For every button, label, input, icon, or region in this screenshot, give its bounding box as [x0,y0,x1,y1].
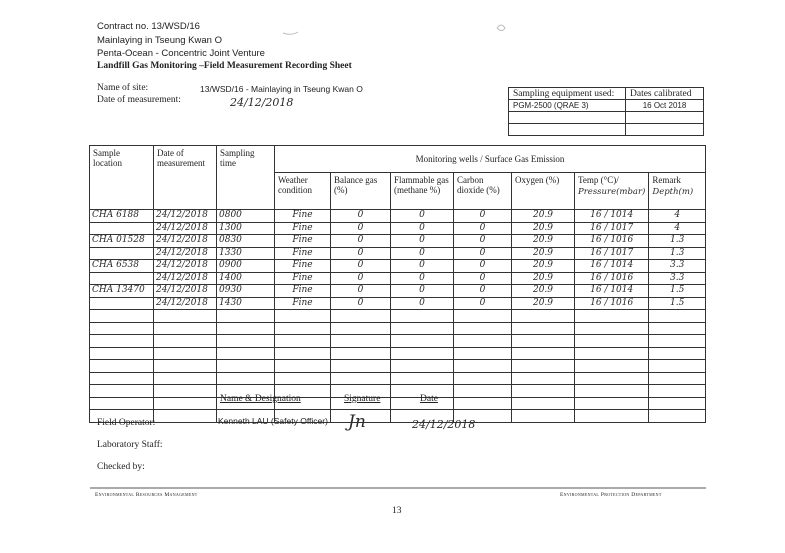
cell-temp: 16 / 1017 [575,247,649,260]
cell-weather [275,347,331,360]
date-header-sign: Date [420,394,438,404]
cell-oxygen [512,397,575,410]
cell-balance: 0 [331,222,391,235]
field-operator-date: 24/12/2018 [412,418,476,431]
calibration-header: Dates calibrated [626,88,704,100]
empty-table-row [90,410,706,423]
cell-time [217,322,275,335]
cell-flammable: 0 [391,222,454,235]
cell-remark: 1.5 [649,297,706,310]
cell-flammable [391,347,454,360]
cell-date [154,360,217,373]
empty-table-row [90,310,706,323]
cell-carbon: 0 [454,272,512,285]
cell-balance: 0 [331,297,391,310]
cell-oxygen: 20.9 [512,297,575,310]
cell-location [90,297,154,310]
cell-carbon: 0 [454,235,512,248]
carbon-dioxide-header: Carbon dioxide (%) [454,173,512,210]
cell-date: 24/12/2018 [154,285,217,298]
cell-temp [575,335,649,348]
cell-oxygen [512,347,575,360]
weather-header: Weather condition [275,173,331,210]
empty-table-row [90,397,706,410]
cell-temp [575,410,649,423]
signature-header: Signature [344,394,381,404]
equipment-value: PGM-2500 (QRAE 3) [509,100,626,112]
cell-weather: Fine [275,235,331,248]
remark-depth-header [649,173,706,210]
cell-oxygen [512,335,575,348]
cell-flammable [391,360,454,373]
cell-date [154,385,217,398]
depth-header-handwritten: Depth(m) [652,187,694,197]
data-rows [90,210,706,423]
site-name-label: Name of site: [97,83,149,93]
empty-table-row [90,360,706,373]
cell-oxygen: 20.9 [512,260,575,273]
cell-location: CHA 01528 [90,235,154,248]
cell-weather: Fine [275,222,331,235]
contractor-name: Penta-Ocean - Concentric Joint Venture [97,48,265,59]
cell-remark: 1.3 [649,235,706,248]
cell-oxygen [512,322,575,335]
cell-location [90,247,154,260]
cell-remark [649,360,706,373]
cell-weather [275,335,331,348]
cell-remark [649,372,706,385]
cell-carbon [454,360,512,373]
cell-carbon [454,372,512,385]
calibration-empty-cell [626,124,704,136]
cell-temp [575,385,649,398]
cell-temp: 16 / 1014 [575,260,649,273]
cell-balance [331,347,391,360]
cell-carbon [454,397,512,410]
cell-date: 24/12/2018 [154,247,217,260]
cell-time: 0930 [217,285,275,298]
cell-remark: 1.3 [649,247,706,260]
cell-location [90,372,154,385]
cell-balance: 0 [331,285,391,298]
cell-temp [575,347,649,360]
cell-date [154,372,217,385]
cell-date: 24/12/2018 [154,297,217,310]
table-row [90,247,706,260]
cell-location [90,322,154,335]
cell-date [154,397,217,410]
measurement-date-value: 24/12/2018 [230,96,294,109]
temp-pressure-header [575,173,649,210]
footer-left: Environmental Resources Management [95,492,198,498]
cell-flammable [391,322,454,335]
table-row [90,260,706,273]
empty-table-row [90,335,706,348]
cell-oxygen [512,410,575,423]
cell-balance: 0 [331,272,391,285]
empty-table-row [90,385,706,398]
cell-weather [275,360,331,373]
cell-carbon [454,335,512,348]
cell-oxygen: 20.9 [512,247,575,260]
cell-time: 0900 [217,260,275,273]
checked-by-label: Checked by: [97,462,145,472]
cell-flammable [391,310,454,323]
cell-flammable [391,372,454,385]
cell-balance [331,322,391,335]
cell-flammable: 0 [391,285,454,298]
field-operator-label: Field Operator: [97,418,156,428]
cell-temp [575,372,649,385]
cell-balance: 0 [331,235,391,248]
cell-remark [649,347,706,360]
cell-oxygen: 20.9 [512,210,575,223]
cell-date [154,322,217,335]
sheet-title: Landfill Gas Monitoring –Field Measurement Recording Sheet [97,61,352,71]
remark-header-text: Remark [652,175,681,185]
cell-time [217,360,275,373]
site-name-value: 13/WSD/16 - Mainlaying in Tseung Kwan O [200,84,363,94]
cell-temp: 16 / 1017 [575,222,649,235]
cell-weather: Fine [275,272,331,285]
table-row [90,272,706,285]
equipment-empty-cell [509,124,626,136]
cell-date: 24/12/2018 [154,272,217,285]
scan-speck [283,32,298,34]
empty-table-row [90,347,706,360]
cell-temp [575,322,649,335]
cell-time: 1300 [217,222,275,235]
cell-carbon: 0 [454,260,512,273]
cell-balance [331,335,391,348]
cell-time: 0830 [217,235,275,248]
temp-header-text: Temp (°C)/ [578,175,619,185]
cell-date [154,347,217,360]
cell-flammable: 0 [391,297,454,310]
cell-temp [575,397,649,410]
cell-flammable [391,335,454,348]
cell-oxygen [512,372,575,385]
cell-temp: 16 / 1016 [575,272,649,285]
cell-date [154,410,217,423]
monitoring-table [89,145,706,423]
cell-balance: 0 [331,210,391,223]
cell-temp: 16 / 1016 [575,235,649,248]
cell-location: CHA 13470 [90,285,154,298]
cell-balance: 0 [331,260,391,273]
field-operator-name: Kenneth LAU (Safety Officer) [218,416,328,426]
cell-date: 24/12/2018 [154,235,217,248]
cell-oxygen [512,310,575,323]
cell-remark: 4 [649,222,706,235]
date-header: Date of measurement [154,146,217,210]
cell-time [217,347,275,360]
cell-temp: 16 / 1016 [575,297,649,310]
page-number: 13 [392,506,402,516]
cell-weather: Fine [275,260,331,273]
cell-remark [649,410,706,423]
cell-balance: 0 [331,247,391,260]
name-designation-header: Name & Designation [220,394,301,404]
cell-time [217,372,275,385]
pressure-header-handwritten: Pressure(mbar) [578,187,646,197]
contract-number: Contract no. 13/WSD/16 [97,21,200,32]
cell-remark: 3.3 [649,272,706,285]
cell-weather [275,310,331,323]
cell-oxygen: 20.9 [512,272,575,285]
empty-table-row [90,372,706,385]
cell-carbon: 0 [454,285,512,298]
equipment-table [508,87,704,136]
cell-flammable: 0 [391,247,454,260]
measurement-date-label: Date of measurement: [97,95,181,105]
cell-balance [331,372,391,385]
table-row [90,297,706,310]
flammable-gas-header: Flammable gas (methane %) [391,173,454,210]
cell-weather [275,372,331,385]
monitoring-group-header: Monitoring wells / Surface Gas Emission [275,146,706,173]
cell-date: 24/12/2018 [154,210,217,223]
cell-oxygen: 20.9 [512,285,575,298]
equipment-header: Sampling equipment used: [509,88,626,100]
cell-date [154,335,217,348]
cell-weather: Fine [275,285,331,298]
empty-table-row [90,322,706,335]
balance-gas-header: Balance gas (%) [331,173,391,210]
cell-oxygen [512,360,575,373]
cell-date: 24/12/2018 [154,222,217,235]
field-operator-signature: Jn [348,412,366,432]
cell-location [90,360,154,373]
cell-remark [649,397,706,410]
cell-remark [649,335,706,348]
cell-remark [649,322,706,335]
cell-time: 0800 [217,210,275,223]
cell-location [90,272,154,285]
cell-location [90,335,154,348]
oxygen-header: Oxygen (%) [512,173,575,210]
cell-temp [575,310,649,323]
cell-remark: 3.3 [649,260,706,273]
cell-flammable: 0 [391,235,454,248]
table-row [90,235,706,248]
location-header: Sample location [90,146,154,210]
equipment-empty-cell [509,112,626,124]
cell-temp: 16 / 1014 [575,210,649,223]
cell-location: CHA 6538 [90,260,154,273]
cell-flammable: 0 [391,260,454,273]
cell-oxygen: 20.9 [512,235,575,248]
cell-balance [331,360,391,373]
cell-weather [275,322,331,335]
cell-oxygen: 20.9 [512,222,575,235]
cell-location [90,347,154,360]
cell-balance [331,310,391,323]
cell-date [154,310,217,323]
cell-temp [575,360,649,373]
cell-carbon [454,322,512,335]
cell-remark [649,310,706,323]
calibration-empty-cell [626,112,704,124]
cell-remark: 1.5 [649,285,706,298]
table-row [90,285,706,298]
cell-carbon: 0 [454,222,512,235]
lab-staff-label: Laboratory Staff: [97,440,163,450]
cell-carbon: 0 [454,247,512,260]
cell-time: 1430 [217,297,275,310]
cell-weather: Fine [275,247,331,260]
cell-location [90,222,154,235]
cell-flammable: 0 [391,210,454,223]
cell-location [90,397,154,410]
time-header: Sampling time [217,146,275,210]
table-row [90,222,706,235]
cell-carbon [454,347,512,360]
table-row [90,210,706,223]
cell-carbon: 0 [454,210,512,223]
cell-temp: 16 / 1014 [575,285,649,298]
calibration-value: 16 Oct 2018 [626,100,704,112]
cell-weather: Fine [275,210,331,223]
cell-location: CHA 6188 [90,210,154,223]
cell-weather: Fine [275,297,331,310]
cell-time [217,310,275,323]
cell-time: 1330 [217,247,275,260]
cell-carbon: 0 [454,297,512,310]
cell-time: 1400 [217,272,275,285]
footer-right: Environmental Protection Department [560,492,662,498]
cell-location [90,385,154,398]
cell-remark [649,385,706,398]
cell-carbon [454,385,512,398]
scan-speck [497,25,505,31]
cell-oxygen [512,385,575,398]
project-name: Mainlaying in Tseung Kwan O [97,35,222,46]
cell-time [217,335,275,348]
cell-remark: 4 [649,210,706,223]
cell-carbon [454,310,512,323]
cell-location [90,310,154,323]
cell-flammable: 0 [391,272,454,285]
cell-date: 24/12/2018 [154,260,217,273]
